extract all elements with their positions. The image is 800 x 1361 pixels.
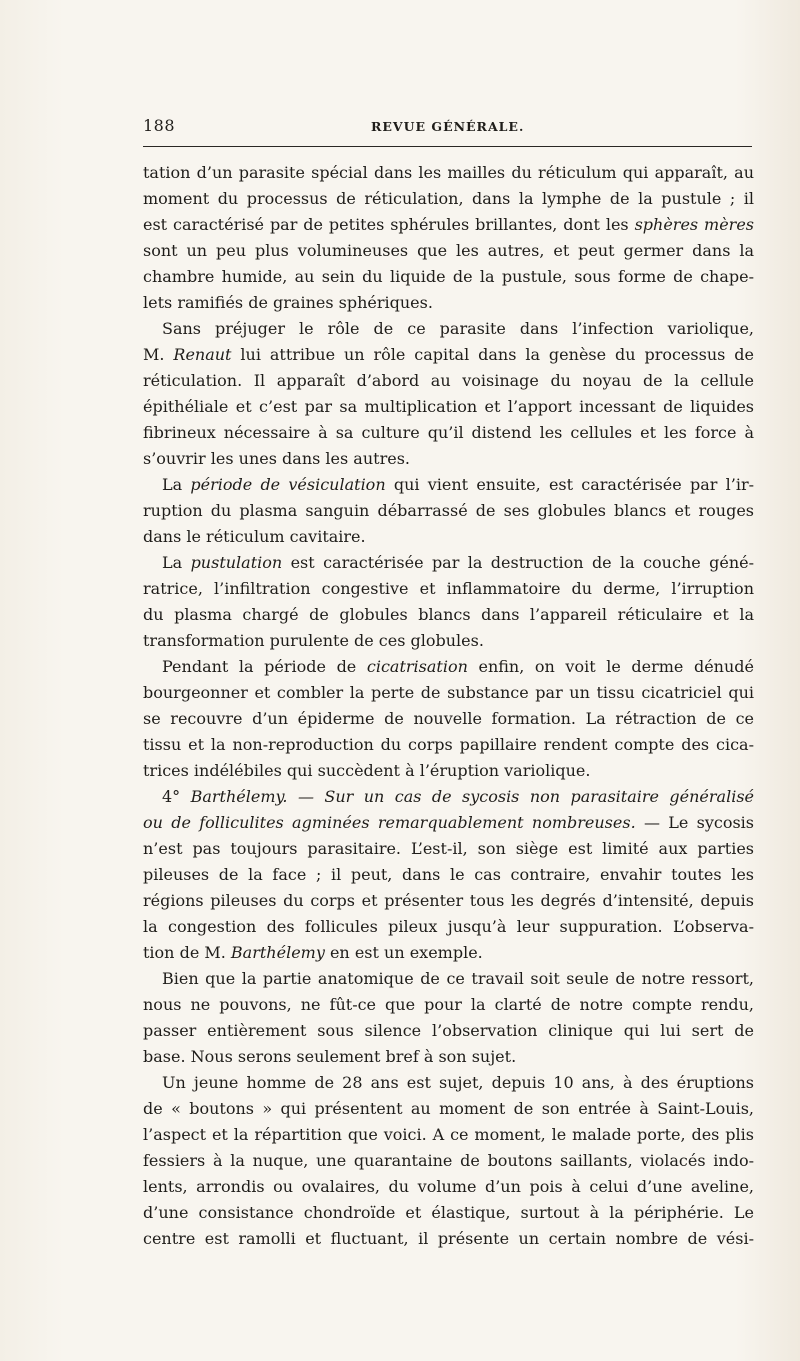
text-line: centre est ramolli et fluctuant, il présente un certain nombre de vési-	[143, 1229, 754, 1248]
text-line: pileuses de la face ; il peut, dans le cas contraire, envahir toutes les	[143, 865, 754, 884]
text-line: se recouvre d’un épiderme de nouvelle formation. La rétraction de ce	[143, 709, 754, 728]
text-line: chambre humide, au sein du liquide de la pustule, sous forme de chape-	[143, 267, 754, 286]
text-line: 4° Barthélemy. — Sur un cas de sycosis non parasitaire généralisé	[162, 787, 754, 806]
italic-term: pustulation	[190, 553, 283, 572]
italic-title: ou de folliculites agminées remarquablement nombreuses.	[143, 813, 636, 832]
text-line: M. Renaut lui attribue un rôle capital dans la genèse du processus de	[143, 345, 754, 364]
text-line: dans le réticulum cavitaire.	[143, 527, 366, 546]
page-number: 188	[143, 116, 176, 135]
text-line: lets ramifiés de graines sphériques.	[143, 293, 433, 312]
italic-author: Barthélemy	[230, 943, 325, 962]
text-line: transformation purulente de ces globules.	[143, 631, 484, 650]
article-body	[143, 160, 754, 1252]
text-line: fessiers à la nuque, une quarantaine de boutons saillants, violacés indo-	[143, 1151, 754, 1170]
text-line: ruption du plasma sanguin débarrassé de ses globules blancs et rouges	[143, 501, 754, 520]
text-line: est caractérisé par de petites sphérules brillantes, dont les sphères mères	[143, 215, 755, 234]
text-line: n’est pas toujours parasitaire. L’est-il, son siège est limité aux parties	[143, 839, 754, 858]
text-line: base. Nous serons seulement bref à son sujet.	[143, 1047, 517, 1066]
italic-author: Renaut	[173, 345, 232, 364]
text-line: tissu et la non-reproduction du corps papillaire rendent compte des cica-	[143, 735, 754, 754]
text-line: régions pileuses du corps et présenter tous les degrés d’intensité, depuis	[143, 891, 754, 910]
text-line: du plasma chargé de globules blancs dans l’appareil réticulaire et la	[143, 605, 754, 624]
text-line: Sans préjuger le rôle de ce parasite dans l’infection variolique,	[162, 319, 754, 338]
text-line: tation d’un parasite spécial dans les mailles du réticulum qui apparaît, au	[143, 163, 754, 182]
text-line: ratrice, l’infiltration congestive et inflammatoire du derme, l’irruption	[143, 579, 754, 598]
page-header	[143, 116, 753, 140]
text-line: de « boutons » qui présentent au moment de son entrée à Saint-Louis,	[143, 1099, 754, 1118]
text-line: épithéliale et c’est par sa multiplication et l’apport incessant de liquides	[143, 397, 754, 416]
header-rule	[143, 146, 752, 147]
text-line: sont un peu plus volumineuses que les autres, et peut germer dans la	[143, 241, 754, 260]
text-line: d’une consistance chondroïde et élastique, surtout à la périphérie. Le	[143, 1203, 754, 1222]
text-line: La pustulation est caractérisée par la destruction de la couche géné-	[162, 553, 755, 572]
text-line: La période de vésiculation qui vient ensuite, est caractérisée par l’ir-	[162, 475, 754, 494]
text-line: réticulation. Il apparaît d’abord au voisinage du noyau de la cellule	[143, 371, 754, 390]
text-line: nous ne pouvons, ne fût-ce que pour la clarté de notre compte rendu,	[143, 995, 754, 1014]
text-line: Un jeune homme de 28 ans est sujet, depuis 10 ans, à des éruptions	[162, 1073, 754, 1092]
text-line: la congestion des follicules pileux jusqu’à leur suppuration. L’observa-	[143, 917, 754, 936]
italic-term: période de vésiculation	[190, 475, 386, 494]
italic-term: sphères mères	[634, 215, 755, 234]
text-line: trices indélébiles qui succèdent à l’éruption variolique.	[143, 761, 591, 780]
text-line: bourgeonner et combler la perte de substance par un tissu cicatriciel qui	[143, 683, 754, 702]
running-title: REVUE GÉNÉRALE.	[371, 119, 525, 134]
text-line: tion de M. Barthélemy en est un exemple.	[143, 943, 483, 962]
text-line: l’aspect et la répartition que voici. A ce moment, le malade porte, des plis	[143, 1125, 754, 1144]
text-line: lents, arrondis ou ovalaires, du volume d’un pois à celui d’une aveline,	[143, 1177, 754, 1196]
italic-title: Barthélemy. — Sur un cas de sycosis non parasitaire généralisé	[190, 787, 754, 806]
text-line: Bien que la partie anatomique de ce travail soit seule de notre ressort,	[162, 969, 754, 988]
text-line: Pendant la période de cicatrisation enfin, on voit le derme dénudé	[162, 657, 755, 676]
text-line: passer entièrement sous silence l’observation clinique qui lui sert de	[143, 1021, 754, 1040]
text-line: s’ouvrir les unes dans les autres.	[143, 449, 410, 468]
text-line: moment du processus de réticulation, dans la lymphe de la pustule ; il	[143, 189, 754, 208]
italic-term: cicatrisation	[366, 657, 468, 676]
text-line: ou de folliculites agminées remarquablement nombreuses. — Le sycosis	[143, 813, 754, 832]
text-line: fibrineux nécessaire à sa culture qu’il distend les cellules et les force à	[143, 423, 754, 442]
